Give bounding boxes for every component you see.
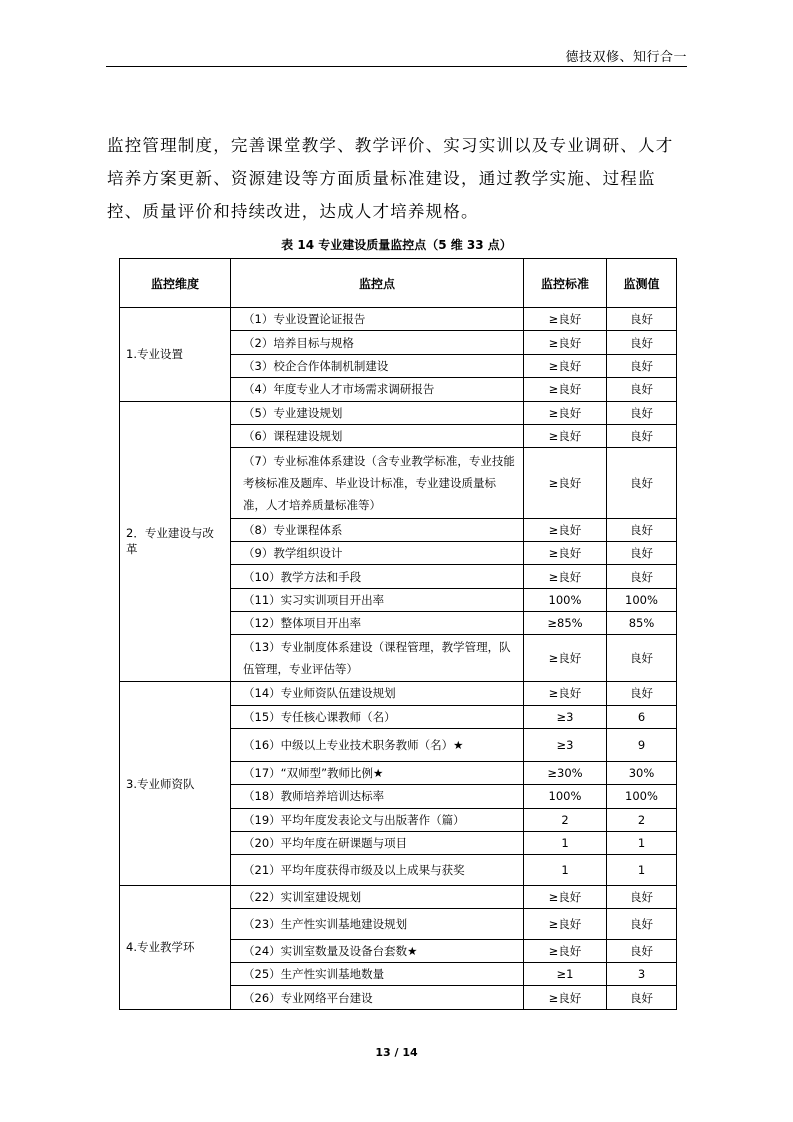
value-cell: 良好 <box>607 518 677 541</box>
standard-cell: ≥1 <box>524 962 607 985</box>
point-cell: （25）生产性实训基地数量 <box>231 962 524 985</box>
standard-cell: ≥良好 <box>524 308 607 331</box>
intro-paragraph: 监控管理制度，完善课堂教学、教学评价、实习实训以及专业调研、人才培养方案更新、资源建设等方面质量标准建设，通过教学实施、过程监控、质量评价和持续改进，达成人才培养规格。 <box>107 136 674 221</box>
col-header-value: 监测值 <box>607 259 677 308</box>
point-cell: （13）专业制度体系建设（课程管理，教学管理，队伍管理，专业评估等） <box>231 635 524 682</box>
standard-cell: ≥良好 <box>524 939 607 962</box>
value-cell: 良好 <box>607 541 677 564</box>
table-row <box>120 401 677 424</box>
point-cell: （6）课程建设规划 <box>231 424 524 447</box>
standard-cell: ≥3 <box>524 705 607 728</box>
standard-cell: ≥良好 <box>524 518 607 541</box>
standard-cell: ≥良好 <box>524 378 607 401</box>
value-cell: 良好 <box>607 885 677 908</box>
point-cell: （3）校企合作体制机制建设 <box>231 354 524 377</box>
point-cell: （10）教学方法和手段 <box>231 565 524 588</box>
point-cell: （12）整体项目开出率 <box>231 612 524 635</box>
col-header-point: 监控点 <box>231 259 524 308</box>
table-header-row <box>120 259 677 308</box>
point-cell: （5）专业建设规划 <box>231 401 524 424</box>
standard-cell: ≥良好 <box>524 541 607 564</box>
col-header-standard: 监控标准 <box>524 259 607 308</box>
standard-cell: ≥良好 <box>524 885 607 908</box>
value-cell: 9 <box>607 729 677 762</box>
point-cell: （26）专业网络平台建设 <box>231 986 524 1009</box>
value-cell: 良好 <box>607 401 677 424</box>
value-cell: 85% <box>607 612 677 635</box>
dimension-cell: 3.专业师资队 <box>120 682 231 886</box>
point-cell: （22）实训室建设规划 <box>231 885 524 908</box>
point-cell: （15）专任核心课教师（名） <box>231 705 524 728</box>
point-cell: （21）平均年度获得市级及以上成果与获奖 <box>231 855 524 885</box>
standard-cell: ≥良好 <box>524 682 607 705</box>
standard-cell: ≥良好 <box>524 448 607 518</box>
value-cell: 良好 <box>607 635 677 682</box>
value-cell: 2 <box>607 808 677 831</box>
value-cell: 良好 <box>607 424 677 447</box>
point-cell: （19）平均年度发表论文与出版著作（篇） <box>231 808 524 831</box>
point-cell: （2）培养目标与规格 <box>231 331 524 354</box>
standard-cell: ≥3 <box>524 729 607 762</box>
standard-cell: 2 <box>524 808 607 831</box>
point-cell: （14）专业师资队伍建设规划 <box>231 682 524 705</box>
table-row <box>120 308 677 331</box>
dimension-cell: 4.专业教学环 <box>120 885 231 1009</box>
standard-cell: ≥30% <box>524 761 607 784</box>
value-cell: 6 <box>607 705 677 728</box>
quality-monitoring-table <box>119 258 677 1010</box>
standard-cell: 100% <box>524 785 607 808</box>
header-rule <box>106 66 687 67</box>
point-cell: （8）专业课程体系 <box>231 518 524 541</box>
standard-cell: 1 <box>524 855 607 885</box>
standard-cell: ≥良好 <box>524 565 607 588</box>
value-cell: 良好 <box>607 909 677 939</box>
standard-cell: ≥良好 <box>524 354 607 377</box>
standard-cell: ≥良好 <box>524 986 607 1009</box>
point-cell: （20）平均年度在研课题与项目 <box>231 831 524 854</box>
value-cell: 100% <box>607 785 677 808</box>
point-cell: （1）专业设置论证报告 <box>231 308 524 331</box>
point-cell: （9）教学组织设计 <box>231 541 524 564</box>
point-cell: （7）专业标准体系建设（含专业教学标准，专业技能考核标准及题库、毕业设计标准，专业建设质量标准，人才培养质量标准等） <box>231 448 524 518</box>
value-cell: 良好 <box>607 354 677 377</box>
value-cell: 良好 <box>607 682 677 705</box>
point-cell: （23）生产性实训基地建设规划 <box>231 909 524 939</box>
table-caption: 表 14 专业建设质量监控点（5 维 33 点） <box>281 238 512 252</box>
point-cell: （24）实训室数量及设备台套数★ <box>231 939 524 962</box>
point-cell: （18）教师培养培训达标率 <box>231 785 524 808</box>
dimension-cell: 2．专业建设与改革 <box>120 401 231 682</box>
standard-cell: ≥85% <box>524 612 607 635</box>
value-cell: 良好 <box>607 939 677 962</box>
point-cell: （16）中级以上专业技术职务教师（名）★ <box>231 729 524 762</box>
standard-cell: ≥良好 <box>524 635 607 682</box>
value-cell: 良好 <box>607 448 677 518</box>
value-cell: 30% <box>607 761 677 784</box>
value-cell: 良好 <box>607 378 677 401</box>
value-cell: 3 <box>607 962 677 985</box>
standard-cell: ≥良好 <box>524 331 607 354</box>
table-row <box>120 885 677 908</box>
standard-cell: 100% <box>524 588 607 611</box>
value-cell: 良好 <box>607 308 677 331</box>
header-motto: 德技双修、知行合一 <box>565 50 687 65</box>
value-cell: 良好 <box>607 565 677 588</box>
value-cell: 良好 <box>607 986 677 1009</box>
page-number: 13 / 14 <box>375 1046 418 1059</box>
dimension-cell: 1.专业设置 <box>120 308 231 402</box>
col-header-dimension: 监控维度 <box>120 259 231 308</box>
point-cell: （17）“双师型”教师比例★ <box>231 761 524 784</box>
point-cell: （4）年度专业人才市场需求调研报告 <box>231 378 524 401</box>
value-cell: 1 <box>607 831 677 854</box>
value-cell: 100% <box>607 588 677 611</box>
standard-cell: ≥良好 <box>524 401 607 424</box>
value-cell: 良好 <box>607 331 677 354</box>
table-body <box>120 308 677 1010</box>
point-cell: （11）实习实训项目开出率 <box>231 588 524 611</box>
value-cell: 1 <box>607 855 677 885</box>
standard-cell: ≥良好 <box>524 909 607 939</box>
standard-cell: 1 <box>524 831 607 854</box>
standard-cell: ≥良好 <box>524 424 607 447</box>
table-row <box>120 682 677 705</box>
